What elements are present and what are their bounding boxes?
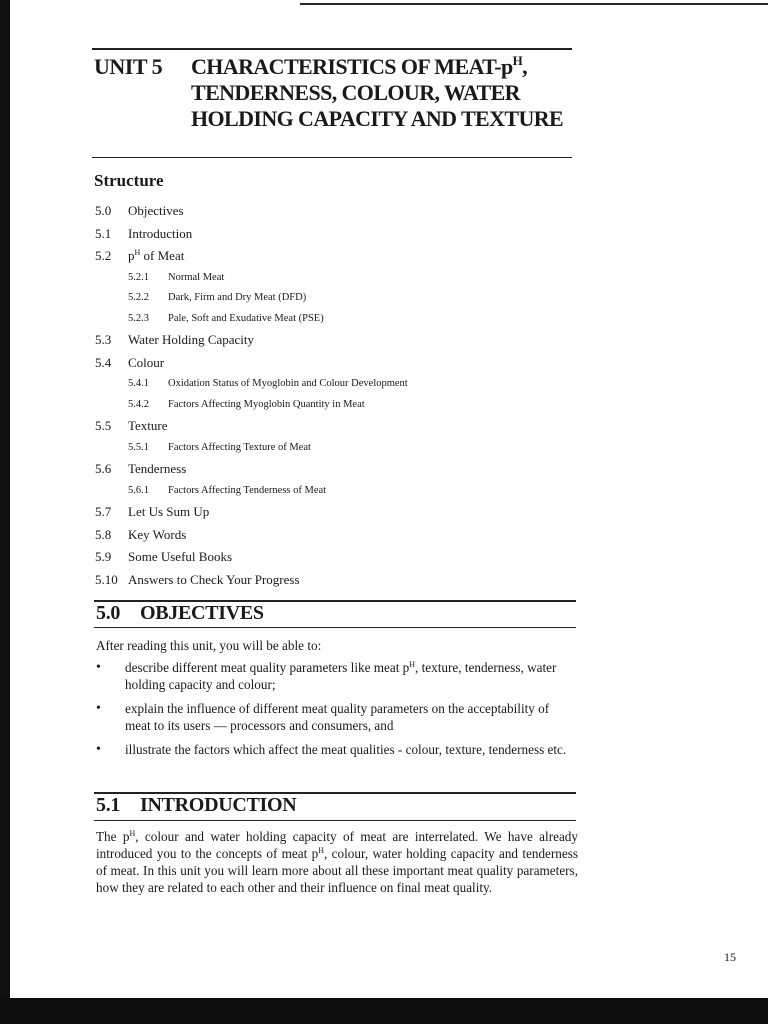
toc-subitem: 5.4.2 Factors Affecting Myoglobin Quantity in Meat	[128, 398, 365, 410]
scan-edge-bottom	[0, 998, 768, 1024]
list-item: • describe different meat quality parameters like meat $p^H$, texture, tenderness, water holding capacity and colour;	[96, 660, 557, 692]
objectives-heading: 5.0 OBJECTIVES	[96, 602, 264, 624]
header-top-rule	[92, 48, 572, 50]
unit-label: UNIT 5	[94, 54, 163, 79]
toc-item: 5.0 Objectives	[95, 203, 184, 218]
toc-item: 5.4 Colour	[95, 354, 165, 370]
scan-edge-left	[0, 0, 10, 1024]
toc-subitem: 5.2.3 Pale, Soft and Exudative Meat (PSE)	[128, 312, 324, 324]
toc-item: 5.8 Key Words	[95, 526, 187, 542]
toc-item: 5.3 Water Holding Capacity	[95, 332, 255, 347]
toc-item: 5.10 Answers to Check Your Progress	[95, 571, 300, 587]
toc-subitem: 5.2.1 Normal Meat	[128, 271, 225, 283]
toc-item: 5.2 $p^H$ of Meat	[95, 248, 185, 263]
list-item: • illustrate the factors which affect the meat qualities - colour, texture, tenderness etc.	[96, 742, 567, 757]
unit-title: CHARACTERISTICS OF MEAT-$p^H$, TENDERNESS, COLOUR, WATER HOLDING CAPACITY AND TEXTURE	[191, 53, 564, 131]
page-number: 15	[724, 950, 736, 964]
toc-subitem: 5.5.1 Factors Affecting Texture of Meat	[128, 441, 311, 453]
bullet-icon: •	[96, 660, 101, 675]
bullet-icon: •	[96, 701, 101, 716]
scan-edge-top	[300, 3, 768, 5]
structure-heading: Structure	[94, 171, 164, 190]
header-bottom-rule	[92, 157, 572, 158]
table-of-contents	[95, 200, 575, 591]
toc-item: 5.7 Let Us Sum Up	[95, 504, 210, 519]
objectives-list	[96, 659, 578, 765]
toc-subitem: 5.6.1 Factors Affecting Tenderness of Meat	[128, 484, 327, 496]
introduction-heading: 5.1 INTRODUCTION	[96, 794, 297, 816]
toc-subitem: 5.4.1 Oxidation Status of Myoglobin and Colour Development	[128, 378, 408, 389]
toc-item: 5.6 Tenderness	[95, 461, 187, 476]
objectives-intro: After reading this unit, you will be able to:	[96, 638, 322, 653]
toc-item: 5.5 Texture	[95, 418, 168, 433]
introduction-bottom-rule	[94, 820, 576, 821]
toc-item: 5.1 Introduction	[95, 225, 193, 241]
list-item: • explain the influence of different meat quality parameters on the acceptability of meat to its users — processors and consumers, and	[96, 701, 550, 733]
introduction-paragraph: The $p^H$, colour and water holding capacity of meat are interrelated. We have already introduced you to the concepts of meat $p^H$, colour, water holding capacity and tenderness of meat. In this unit you will learn more about all these important meat quality parameters, how they are related to each other and their influence on final meat quality.	[96, 829, 579, 895]
objectives-bottom-rule	[94, 627, 576, 628]
bullet-icon: •	[96, 742, 101, 757]
toc-subitem: 5.2.2 Dark, Firm and Dry Meat (DFD)	[128, 292, 307, 303]
toc-item: 5.9 Some Useful Books	[95, 549, 232, 564]
